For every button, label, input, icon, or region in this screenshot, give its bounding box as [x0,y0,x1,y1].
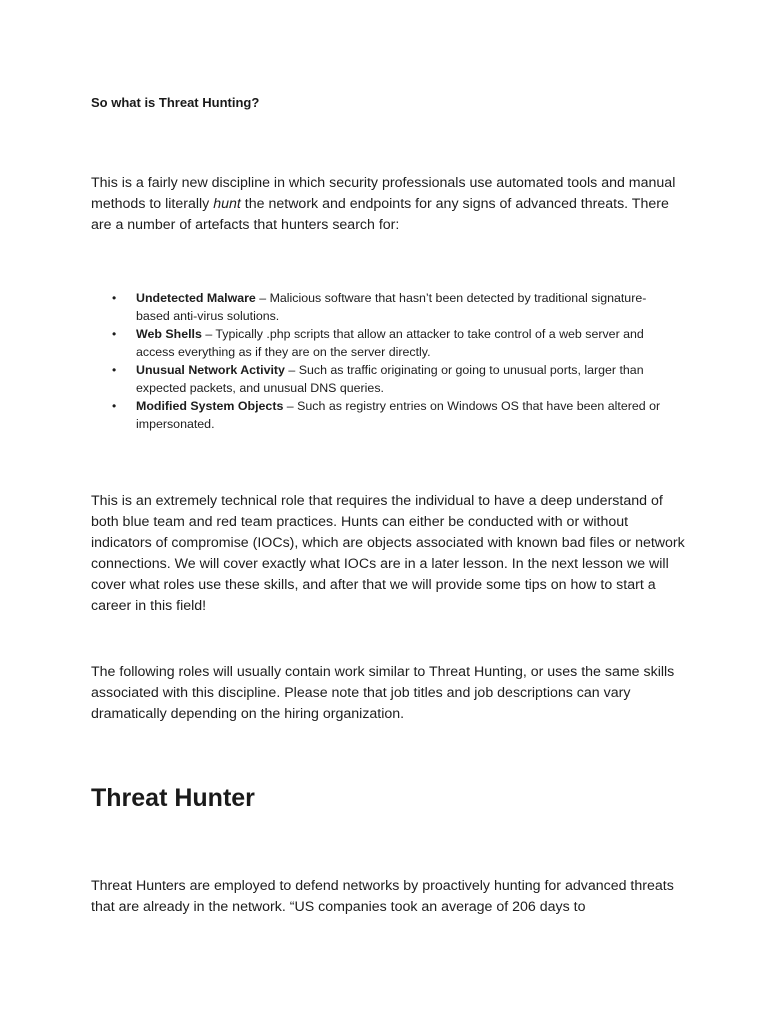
intro-text-before: This is a fairly new discipline in which security professionals use automated tools and manual methods to literally [91,175,676,212]
role-description-paragraph: This is an extremely technical role that requires the individual to have a deep understand of both blue team and red team practices. Hunts can either be conducted with or without indicators of compromise (IOCs), which are objects associated with known bad files or network connections. We will cover exactly what IOCs are in a later lesson. In the next lesson we will cover what roles use these skills, and after that we will provide some tips on how to start a career in this field! [91,493,685,614]
artefact-desc: – Such as registry entries on Windows OS that have been altered or impersonated. [136,399,661,431]
artefact-desc: – Typically .php scripts that allow an attacker to take control of a web server and access everything as if they are on the server directly. [136,327,644,359]
intro-text-after: the network and endpoints for any signs of advanced threats. There are a number of artefacts that hunters search for: [91,196,669,233]
list-item [108,325,668,361]
bullet-icon: • [112,291,117,305]
threat-hunter-paragraph: Threat Hunters are employed to defend networks by proactively hunting for advanced threats that are already in the network. “US companies took an average of 206 days to [91,878,674,915]
bullet-icon: • [112,363,117,377]
intro-emphasis: hunt [213,196,241,212]
list-item [108,397,668,433]
intro-paragraph [91,173,691,236]
list-item [108,289,668,325]
artefact-term: Modified System Objects [136,399,284,413]
related-roles-paragraph: The following roles will usually contain work similar to Threat Hunting, or uses the same skills associated with this discipline. Please note that job titles and job descriptions can vary dramatically depending on the hiring organization. [91,664,675,722]
bullet-icon: • [112,399,117,413]
artefact-desc: – Such as traffic originating or going to unusual ports, larger than expected packets, and unusual DNS queries. [136,363,644,395]
intro-heading: So what is Threat Hunting? [91,95,260,110]
artefact-term: Unusual Network Activity [136,363,285,377]
artefact-desc: – Malicious software that hasn’t been detected by traditional signature-based anti-virus solutions. [136,291,647,323]
artefact-list [108,289,668,433]
section-heading: Threat Hunter [91,784,255,812]
artefact-term: Web Shells [136,327,202,341]
artefact-term: Undetected Malware [136,291,256,305]
list-item [108,361,668,397]
bullet-icon: • [112,327,117,341]
